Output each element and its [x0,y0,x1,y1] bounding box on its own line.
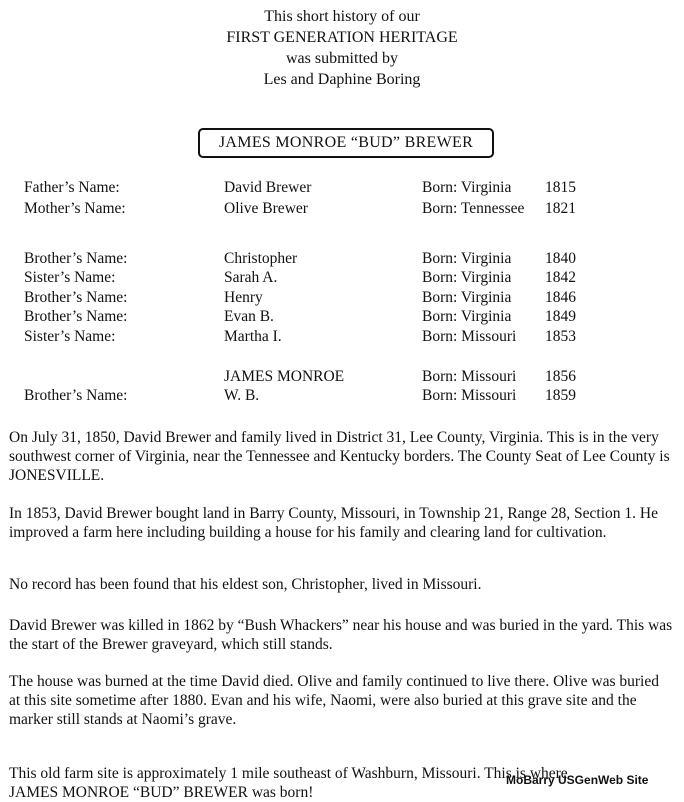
history-paragraph: In 1853, David Brewer bought land in Barry County, Missouri, in Township 21, Range 28, Section 1. He improved a farm here including building a house for his family and clearing land for cultivation. [9,505,658,541]
birth-year: 1859 [545,387,576,404]
person-name: W. B. [224,387,260,404]
family-row-subject [0,367,684,387]
birth-year: 1842 [545,269,576,286]
closing-line-1: This old farm site is approximately 1 mile southeast of Washburn, Missouri. This is where [9,765,568,782]
family-row-mother [0,199,684,219]
birth-year: 1853 [545,328,576,345]
relation-label: Brother’s Name: [24,289,128,306]
person-name: Christopher [224,250,298,267]
birth-year: 1840 [545,250,576,267]
history-paragraph: No record has been found that his eldest son, Christopher, lived in Missouri. [9,576,482,593]
family-row-sibling [0,249,684,269]
person-name: Evan B. [224,308,274,325]
page-title: JAMES MONROE “BUD” BREWER [198,128,494,158]
relation-label: Brother’s Name: [24,387,128,404]
person-name: JAMES MONROE [224,368,345,385]
birthplace: Born: Virginia [422,250,512,267]
header-line-1: This short history of our [264,8,420,25]
family-row-sibling [0,386,684,406]
birthplace: Born: Missouri [422,328,517,345]
birth-year: 1821 [545,200,576,217]
birthplace: Born: Virginia [422,308,512,325]
site-credit: MoBarry USGenWeb Site [506,773,649,787]
family-row-sibling [0,268,684,288]
person-name: Olive Brewer [224,200,308,217]
person-name: Martha I. [224,328,282,345]
relation-label: Brother’s Name: [24,308,128,325]
closing-line-2: JAMES MONROE “BUD” BREWER was born! [9,784,314,801]
relation-label: Father’s Name: [24,179,120,196]
birth-year: 1815 [545,179,576,196]
relation-label: Sister’s Name: [24,269,116,286]
birth-year: 1856 [545,368,576,385]
birthplace: Born: Missouri [422,368,517,385]
birthplace: Born: Virginia [422,289,512,306]
history-paragraph: David Brewer was killed in 1862 by “Bush Whackers” near his house and was buried in the yard. This was the start of the Brewer graveyard, which still stands. [9,617,673,653]
relation-label: Brother’s Name: [24,250,128,267]
header-line-4: Les and Daphine Boring [263,71,421,88]
family-row-sibling [0,327,684,347]
person-name: Henry [224,289,263,306]
header-line-2: FIRST GENERATION HERITAGE [226,29,458,46]
person-name: David Brewer [224,179,312,196]
heritage-header [0,6,684,90]
birthplace: Born: Missouri [422,387,517,404]
birthplace: Born: Virginia [422,269,512,286]
birthplace: Born: Virginia [422,179,512,196]
birthplace: Born: Tennessee [422,200,525,217]
family-row-father [0,178,684,198]
relation-label: Sister’s Name: [24,328,116,345]
relation-label: Mother’s Name: [24,200,126,217]
header-line-3: was submitted by [286,50,398,67]
birth-year: 1849 [545,308,576,325]
family-row-sibling [0,307,684,327]
history-paragraph: The house was burned at the time David died. Olive and family continued to live there. Olive was buried at this site sometime after 1880. Evan and his wife, Naomi, were also buried at this grave site and the marker still stands at Naomi’s grave. [9,673,659,728]
person-name: Sarah A. [224,269,278,286]
family-row-sibling [0,288,684,308]
birth-year: 1846 [545,289,576,306]
history-paragraph: On July 31, 1850, David Brewer and family lived in District 31, Lee County, Virginia. This is in the very southwest corner of Virginia, near the Tennessee and Kentucky borders. The County Seat of Lee County is JONESVILLE. [9,429,670,484]
